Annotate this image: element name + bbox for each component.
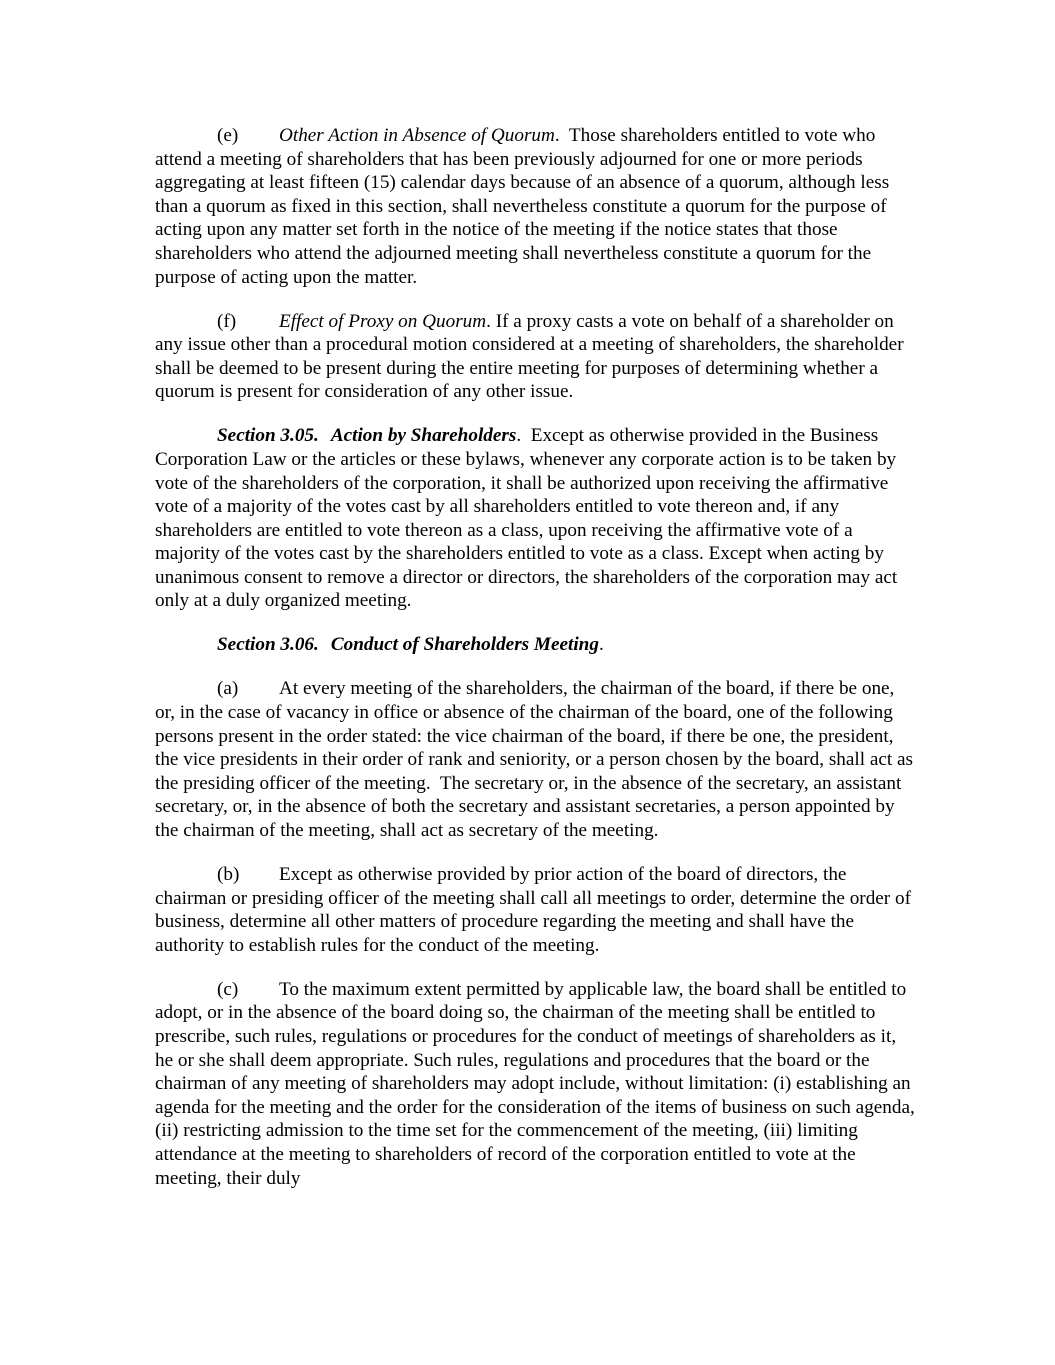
section-number: Section 3.05. (217, 425, 319, 447)
paragraph-marker: (c) (217, 978, 239, 1000)
section-punct: . (598, 634, 604, 656)
section-title: Conduct of Shareholders Meeting (330, 634, 599, 656)
section-title: Action by Shareholders (330, 425, 517, 447)
paragraph-marker: (e) (217, 125, 239, 146)
paragraph-a (155, 677, 918, 842)
heading-punct: . (486, 310, 491, 332)
section-3-06 (155, 633, 915, 657)
paragraph-f (155, 310, 915, 404)
document-page (155, 124, 920, 1210)
paragraph-c (155, 978, 920, 1190)
paragraph-heading: Effect of Proxy on Quorum (279, 310, 487, 332)
section-number: Section 3.06. (217, 634, 319, 656)
paragraph-text: Those shareholders entitled to vote who attend a meeting of shareholders that has been previously adjourned for one or more periods aggregating at least fifteen (15) calendar days because of an absence of a quorum, although less than a quorum as fixed in this section, shall nevertheless constitute a quorum for the purpose of acting upon any matter set forth in the notice of the meeting if the notice states that those shareholders who attend the adjourned meeting shall nevertheless constitute a quorum for the purpose of acting upon the matter. (155, 125, 894, 288)
paragraph-text: Except as otherwise provided in the Business Corporation Law or the articles or these bylaws, whenever any corporate action is to be taken by vote of the shareholders of the corporation, it shall be authorized upon receiving the affirmative vote of a majority of the votes cast by all shareholders entitled to vote thereon and, if any shareholders are entitled to vote thereon as a class, upon receiving the affirmative vote of a majority of the votes cast by the shareholders entitled to vote as a class. Except when acting by unanimous consent to remove a director or directors, the shareholders of the corporation may act only at a duly organized meeting. (155, 425, 902, 612)
paragraph-heading: Other Action in Absence of Quorum (279, 125, 555, 146)
paragraph-b (155, 863, 915, 957)
section-3-05 (155, 424, 915, 613)
paragraph-text: To the maximum extent permitted by applicable law, the board shall be entitled to adopt, or in the absence of the board doing so, the chairman of the meeting shall be entitled to prescribe, such rules, regulations or procedures for the conduct of meetings of shareholders as it, he or she shall deem appropriate. Such rules, regulations and procedures that the board or the chairman of any meeting of shareholders may adopt include, without limitation: (i) establishing an agenda for the meeting and the order for the consideration of the items of business on such agenda, (ii) restricting admission to the time set for the commencement of the meeting, (iii) limiting attendance at the meeting to shareholders of record of the corporation entitled to vote at the meeting, their duly (155, 978, 920, 1189)
paragraph-text: Except as otherwise provided by prior action of the board of directors, the chairman or presiding officer of the meeting shall call all meetings to order, determine the order of business, determine all other matters of procedure regarding the meeting and shall have the authority to establish rules for the conduct of the meeting. (155, 863, 916, 956)
heading-punct: . (554, 125, 560, 146)
paragraph-text: If a proxy casts a vote on behalf of a shareholder on any issue other than a procedural motion considered at a meeting of shareholders, the shareholder shall be deemed to be present during the entire meeting for purposes of determining whether a quorum is present for consideration of any other issue. (155, 310, 909, 403)
paragraph-text: At every meeting of the shareholders, the chairman of the board, if there be one, or, in the case of vacancy in office or absence of the chairman of the board, one of the following persons present in the order stated: the vice chairman of the board, if there be one, the president, the vice presidents in their order of rank and seniority, or a person chosen by the board, shall act as the presiding officer of the meeting. The secretary or, in the absence of the secretary, an assistant secretary, or, in the absence of both the secretary and assistant secretaries, a person appointed by the chairman of the meeting, shall act as secretary of the meeting. (155, 678, 918, 841)
paragraph-marker: (b) (217, 863, 240, 885)
paragraph-marker: (a) (217, 678, 239, 700)
paragraph-marker: (f) (217, 310, 237, 332)
paragraph-e (155, 124, 915, 289)
section-punct: . (516, 425, 522, 447)
